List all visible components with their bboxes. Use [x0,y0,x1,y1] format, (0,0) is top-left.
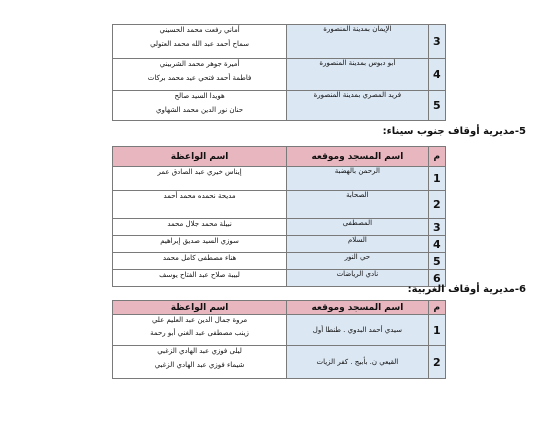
preacher-name: حنان نور الدين محمد الشهاوي [156,106,244,114]
mosque-cell: نادي الرياضات [287,270,428,287]
table-row [113,270,446,287]
preacher-name: مديحة نحمده محمد أحمد [163,192,236,200]
preacher-name: سماح أحمد عبد الله محمد العتولي [150,40,250,48]
table-row [113,191,446,219]
header-preacher: اسم الواعظة [113,301,287,315]
header-mosque: اسم المسجد وموقعه [287,301,428,315]
row-number: 5 [428,253,445,270]
preacher-name: هويدا السيد صالح [174,92,225,100]
table-row [113,59,446,91]
row-number: 3 [428,25,445,59]
preacher-name: شيماء فوزي عبد الهادي الزغبي [154,361,245,369]
row-number: 2 [428,191,445,219]
preacher-name: هناء مصطفى كامل محمد [162,254,237,262]
preacher-name: أماني رفعت محمد الحسيني [159,26,240,34]
preacher-name: ليلى فوزي عبد الهادي الزغبي [157,347,242,355]
header-num: م [428,147,445,167]
preacher-name: أميرة جوهر محمد الشربيني [159,60,240,68]
preacher-cell [113,59,287,91]
preacher-name: فاطمة أحمد فتحي عيد محمد بركات [147,74,252,82]
row-number: 1 [428,315,445,346]
section-heading-south-sinai: 5-مديرية أوقاف جنوب سيناء: [382,126,526,137]
table-mansoura-continued [112,24,446,121]
row-number: 6 [428,270,445,287]
row-number: 2 [428,346,445,379]
mosque-cell: المصطفى [287,219,428,236]
table-row [113,253,446,270]
row-number: 5 [428,91,445,121]
preacher-name: إيناس خيري عبد الصادق عمر [157,168,242,176]
mosque-cell: السلام [287,236,428,253]
table-header-row [113,301,446,315]
preacher-cell [113,167,287,191]
mosque-cell: القيعي ن. بأبيج . كفر الزيات [287,346,428,379]
table-row [113,25,446,59]
preacher-cell [113,191,287,219]
table-row [113,167,446,191]
mosque-cell: الرحمن بالهضبة [287,167,428,191]
preacher-cell [113,219,287,236]
preacher-name: زينب مصطفى عبد الغني أبو رحمة [150,329,249,337]
table-row [113,91,446,121]
row-number: 3 [428,219,445,236]
preacher-name: نبيلة محمد جلال محمد [167,220,232,228]
mosque-cell: سيدي أحمد البدوي . طنطا أول [287,315,428,346]
preacher-name: سوزي السيد صديق إبراهيم [160,237,239,245]
preacher-cell [113,253,287,270]
table-row [113,315,446,346]
table-header-row [113,147,446,167]
header-mosque: اسم المسجد وموقعه [287,147,428,167]
table-gharbia [112,300,446,379]
preacher-name: مروة جمال الدين عبد العليم علي [151,316,248,324]
table-south-sinai [112,146,446,287]
mosque-cell: الإيمان بمدينة المنصورة [287,25,428,59]
header-num: م [428,301,445,315]
mosque-cell: حي النور [287,253,428,270]
preacher-cell [113,25,287,59]
preacher-cell [113,346,287,379]
header-preacher: اسم الواعظة [113,147,287,167]
table-row [113,346,446,379]
row-number: 4 [428,59,445,91]
table-row [113,219,446,236]
preacher-cell [113,91,287,121]
mosque-cell: الصحابة [287,191,428,219]
row-number: 4 [428,236,445,253]
preacher-cell [113,315,287,346]
section-heading-gharbia: 6-مديرية أوقاف الغربية: [407,284,526,295]
preacher-name: لبيبة صلاح عبد الفتاح يوسف [159,271,240,279]
row-number: 1 [428,167,445,191]
preacher-cell [113,236,287,253]
table-row [113,236,446,253]
mosque-cell: أبو دبوس بمدينة المنصورة [287,59,428,91]
mosque-cell: فريد المصري بمدينة المنصورة [287,91,428,121]
preacher-cell [113,270,287,287]
